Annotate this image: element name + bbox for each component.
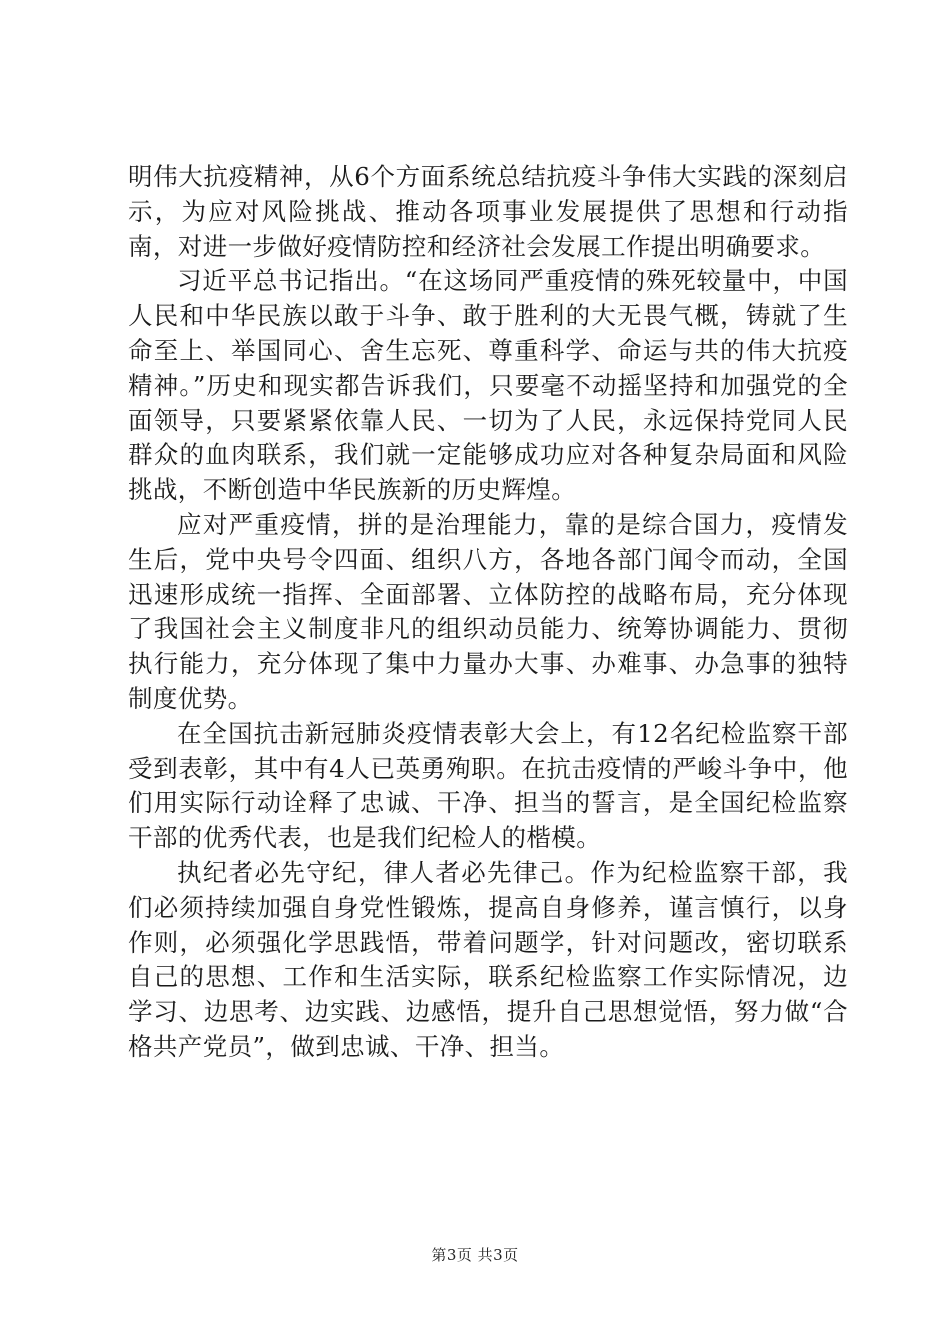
document-body [128, 160, 848, 1065]
paragraph-4: 在全国抗击新冠肺炎疫情表彰大会上，有12名纪检监察干部受到表彰，其中有4人已英勇殉职。在抗击疫情的严峻斗争中，他们用实际行动诠释了忠诚、干净、担当的誓言，是全国纪检监察干部的优秀代表，也是我们纪检人的楷模。 [128, 718, 848, 853]
paragraph-2: 习近平总书记指出。“在这场同严重疫情的殊死较量中，中国人民和中华民族以敢于斗争、敢于胜利的大无畏气概，铸就了生命至上、举国同心、舍生忘死、尊重科学、命运与共的伟大抗疫精神。”历史和现实都告诉我们，只要毫不动摇坚持和加强党的全面领导，只要紧紧依靠人民、一切为了人民，永远保持党同人民群众的血肉联系，我们就一定能够成功应对各种复杂局面和风险挑战，不断创造中华民族新的历史辉煌。 [128, 266, 848, 505]
page-footer: 第3页 共3页 [431, 1246, 519, 1264]
paragraph-3: 应对严重疫情，拼的是治理能力，靠的是综合国力，疫情发生后，党中央号令四面、组织八方，各地各部门闻令而动，全国迅速形成统一指挥、全面部署、立体防控的战略布局，充分体现了我国社会主义制度非凡的组织动员能力、统筹协调能力、贯彻执行能力，充分体现了集中力量办大事、办难事、办急事的独特制度优势。 [128, 509, 848, 713]
paragraph-5: 执纪者必先守纪，律人者必先律己。作为纪检监察干部，我们必须持续加强自身党性锻炼，提高自身修养，谨言慎行，以身作则，必须强化学思践悟，带着问题学，针对问题改，密切联系自己的思想、工作和生活实际，联系纪检监察工作实际情况，边学习、边思考、边实践、边感悟，提升自己思想觉悟，努力做“合格共产党员”，做到忠诚、干净、担当。 [128, 857, 848, 1061]
paragraph-1: 明伟大抗疫精神，从6个方面系统总结抗疫斗争伟大实践的深刻启示，为应对风险挑战、推动各项事业发展提供了思想和行动指南，对进一步做好疫情防控和经济社会发展工作提出明确要求。 [128, 162, 848, 261]
